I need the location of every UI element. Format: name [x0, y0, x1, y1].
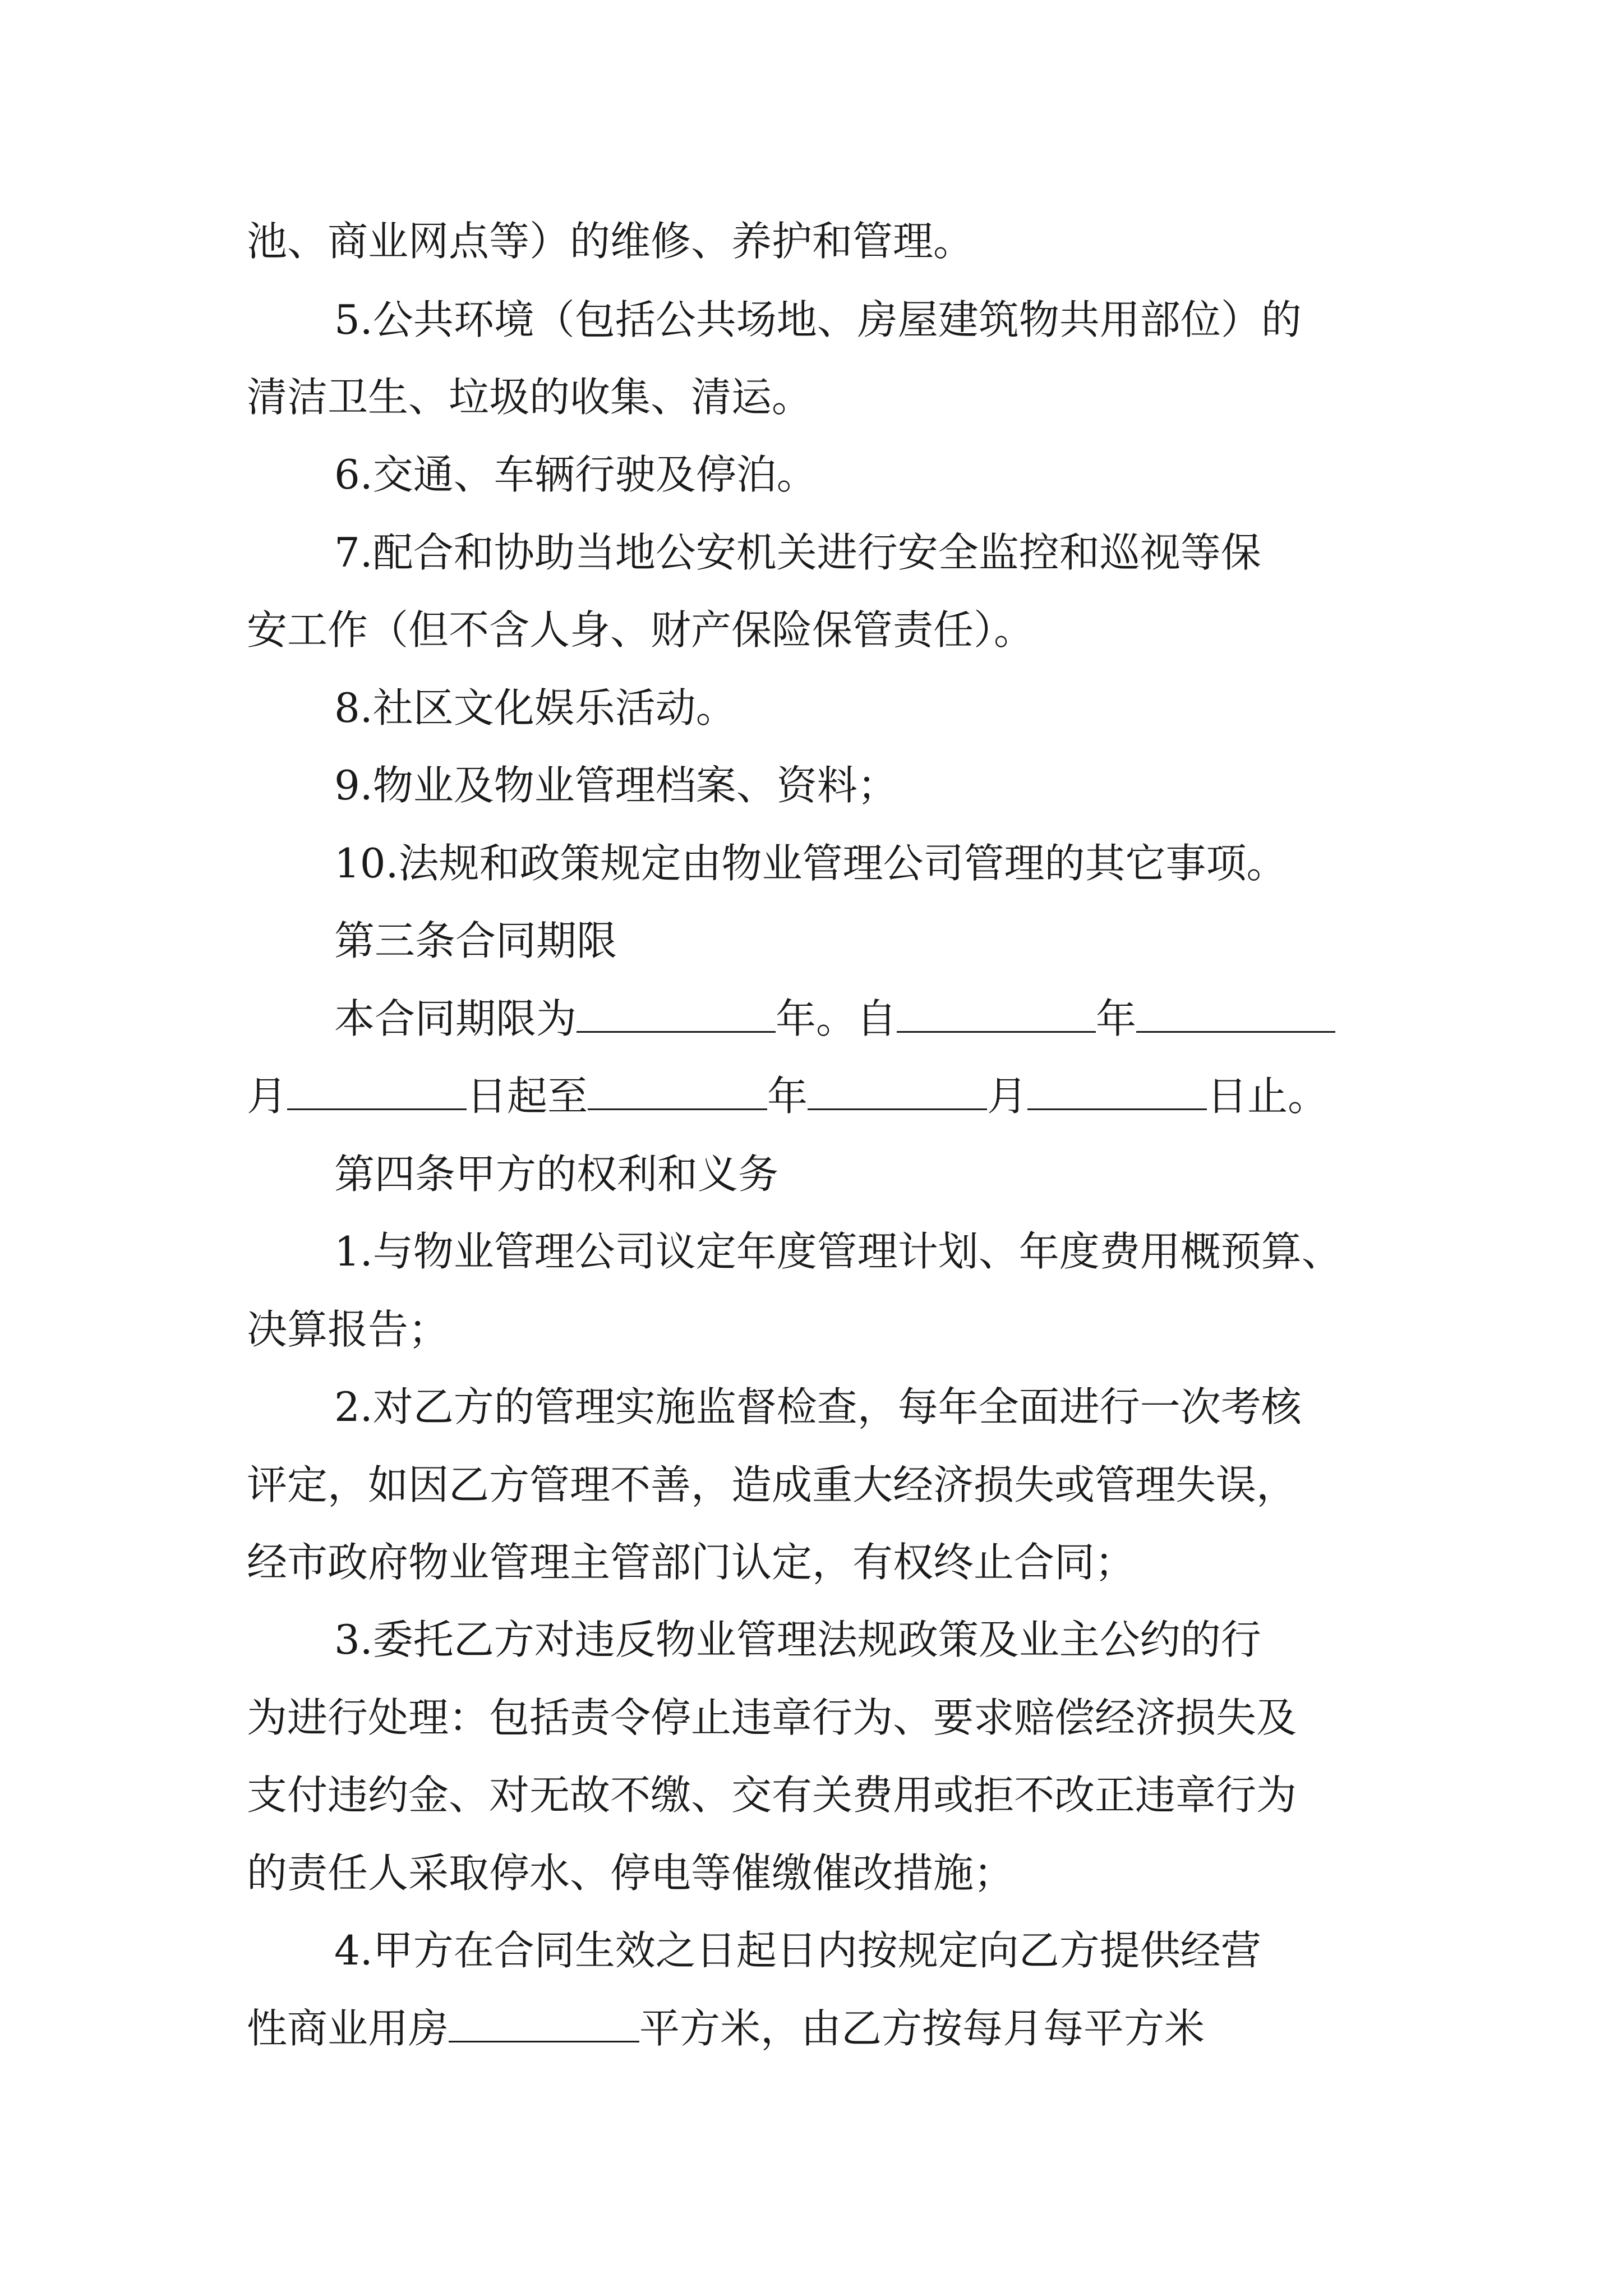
text-line-8: 9.物业及物业管理档案、资料；: [334, 762, 898, 809]
blank-field-end-year: [588, 1074, 767, 1110]
text-line-last: [0, 1995, 1623, 2062]
text-line-s4-10: 4.甲方在合同生效之日起日内按规定向乙方提供经营: [334, 1927, 1261, 1974]
text-line-5: 7.配合和协助当地公安机关进行安全监控和巡视等保: [334, 529, 1261, 576]
blank-field-years: [577, 996, 776, 1033]
blank-field-start-day: [287, 1074, 467, 1110]
term-line-2-text-d: 日止。: [1207, 1073, 1329, 1120]
section-heading-term: 第三条合同期限: [334, 917, 617, 964]
text-line-3: 清洁卫生、垃圾的收集、清运。: [247, 374, 813, 421]
term-line-1-text-b: 年: [1096, 995, 1137, 1042]
text-line-6: 安工作（但不含人身、财产保险保管责任）。: [247, 606, 1035, 654]
text-line-s4-9: 的责任人采取停水、停电等催缴催改措施；: [247, 1849, 1015, 1897]
blank-field-end-day: [1027, 1074, 1207, 1110]
term-line-2-prefix: 月: [247, 1073, 288, 1120]
blank-field-start-year: [897, 996, 1096, 1033]
text-line-s4-8: 支付违约金、对无故不缴、交有关费用或拒不改正违章行为: [247, 1772, 1297, 1819]
text-line-s4-6: 3.委托乙方对违反物业管理法规政策及业主公约的行: [334, 1616, 1261, 1663]
text-line-2: 5.公共环境（包括公共场地、房屋建筑物共用部位）的: [334, 296, 1302, 343]
blank-field-start-month: [1136, 996, 1335, 1033]
term-line-2: [0, 1062, 1623, 1130]
blank-field-area: [449, 2006, 639, 2042]
text-line-9: 10.法规和政策规定由物业管理公司管理的其它事项。: [334, 840, 1287, 887]
text-line-7: 8.社区文化娱乐活动。: [334, 684, 736, 731]
blank-field-end-month: [808, 1074, 987, 1110]
text-line-s4-3: 2.对乙方的管理实施监督检查，每年全面进行一次考核: [334, 1383, 1302, 1430]
text-line-s4-2: 决算报告；: [247, 1306, 449, 1353]
term-line-1: [0, 985, 1623, 1052]
text-line-s4-4: 评定，如因乙方管理不善，造成重大经济损失或管理失误，: [247, 1461, 1297, 1508]
text-line-4: 6.交通、车辆行驶及停泊。: [334, 451, 817, 498]
text-line-s4-7: 为进行处理：包括责令停止违章行为、要求赔偿经济损失及: [247, 1694, 1297, 1741]
section-heading-party-a: 第四条甲方的权利和义务: [334, 1151, 779, 1198]
term-line-1-text-a: 年。自: [776, 995, 897, 1042]
text-line-1: 池、商业网点等）的维修、养护和管理。: [247, 218, 974, 265]
last-line-prefix: 性商业用房: [247, 2005, 449, 2052]
term-line-2-text-a: 日起至: [467, 1073, 588, 1120]
last-line-suffix: 平方米，由乙方按每月每平方米: [639, 2005, 1205, 2052]
text-line-s4-1: 1.与物业管理公司议定年度管理计划、年度费用概预算、: [334, 1228, 1342, 1275]
term-line-1-prefix: 本合同期限为: [334, 995, 577, 1042]
text-line-s4-5: 经市政府物业管理主管部门认定，有权终止合同；: [247, 1539, 1136, 1586]
term-line-2-text-b: 年: [767, 1073, 808, 1120]
term-line-2-text-c: 月: [987, 1073, 1028, 1120]
